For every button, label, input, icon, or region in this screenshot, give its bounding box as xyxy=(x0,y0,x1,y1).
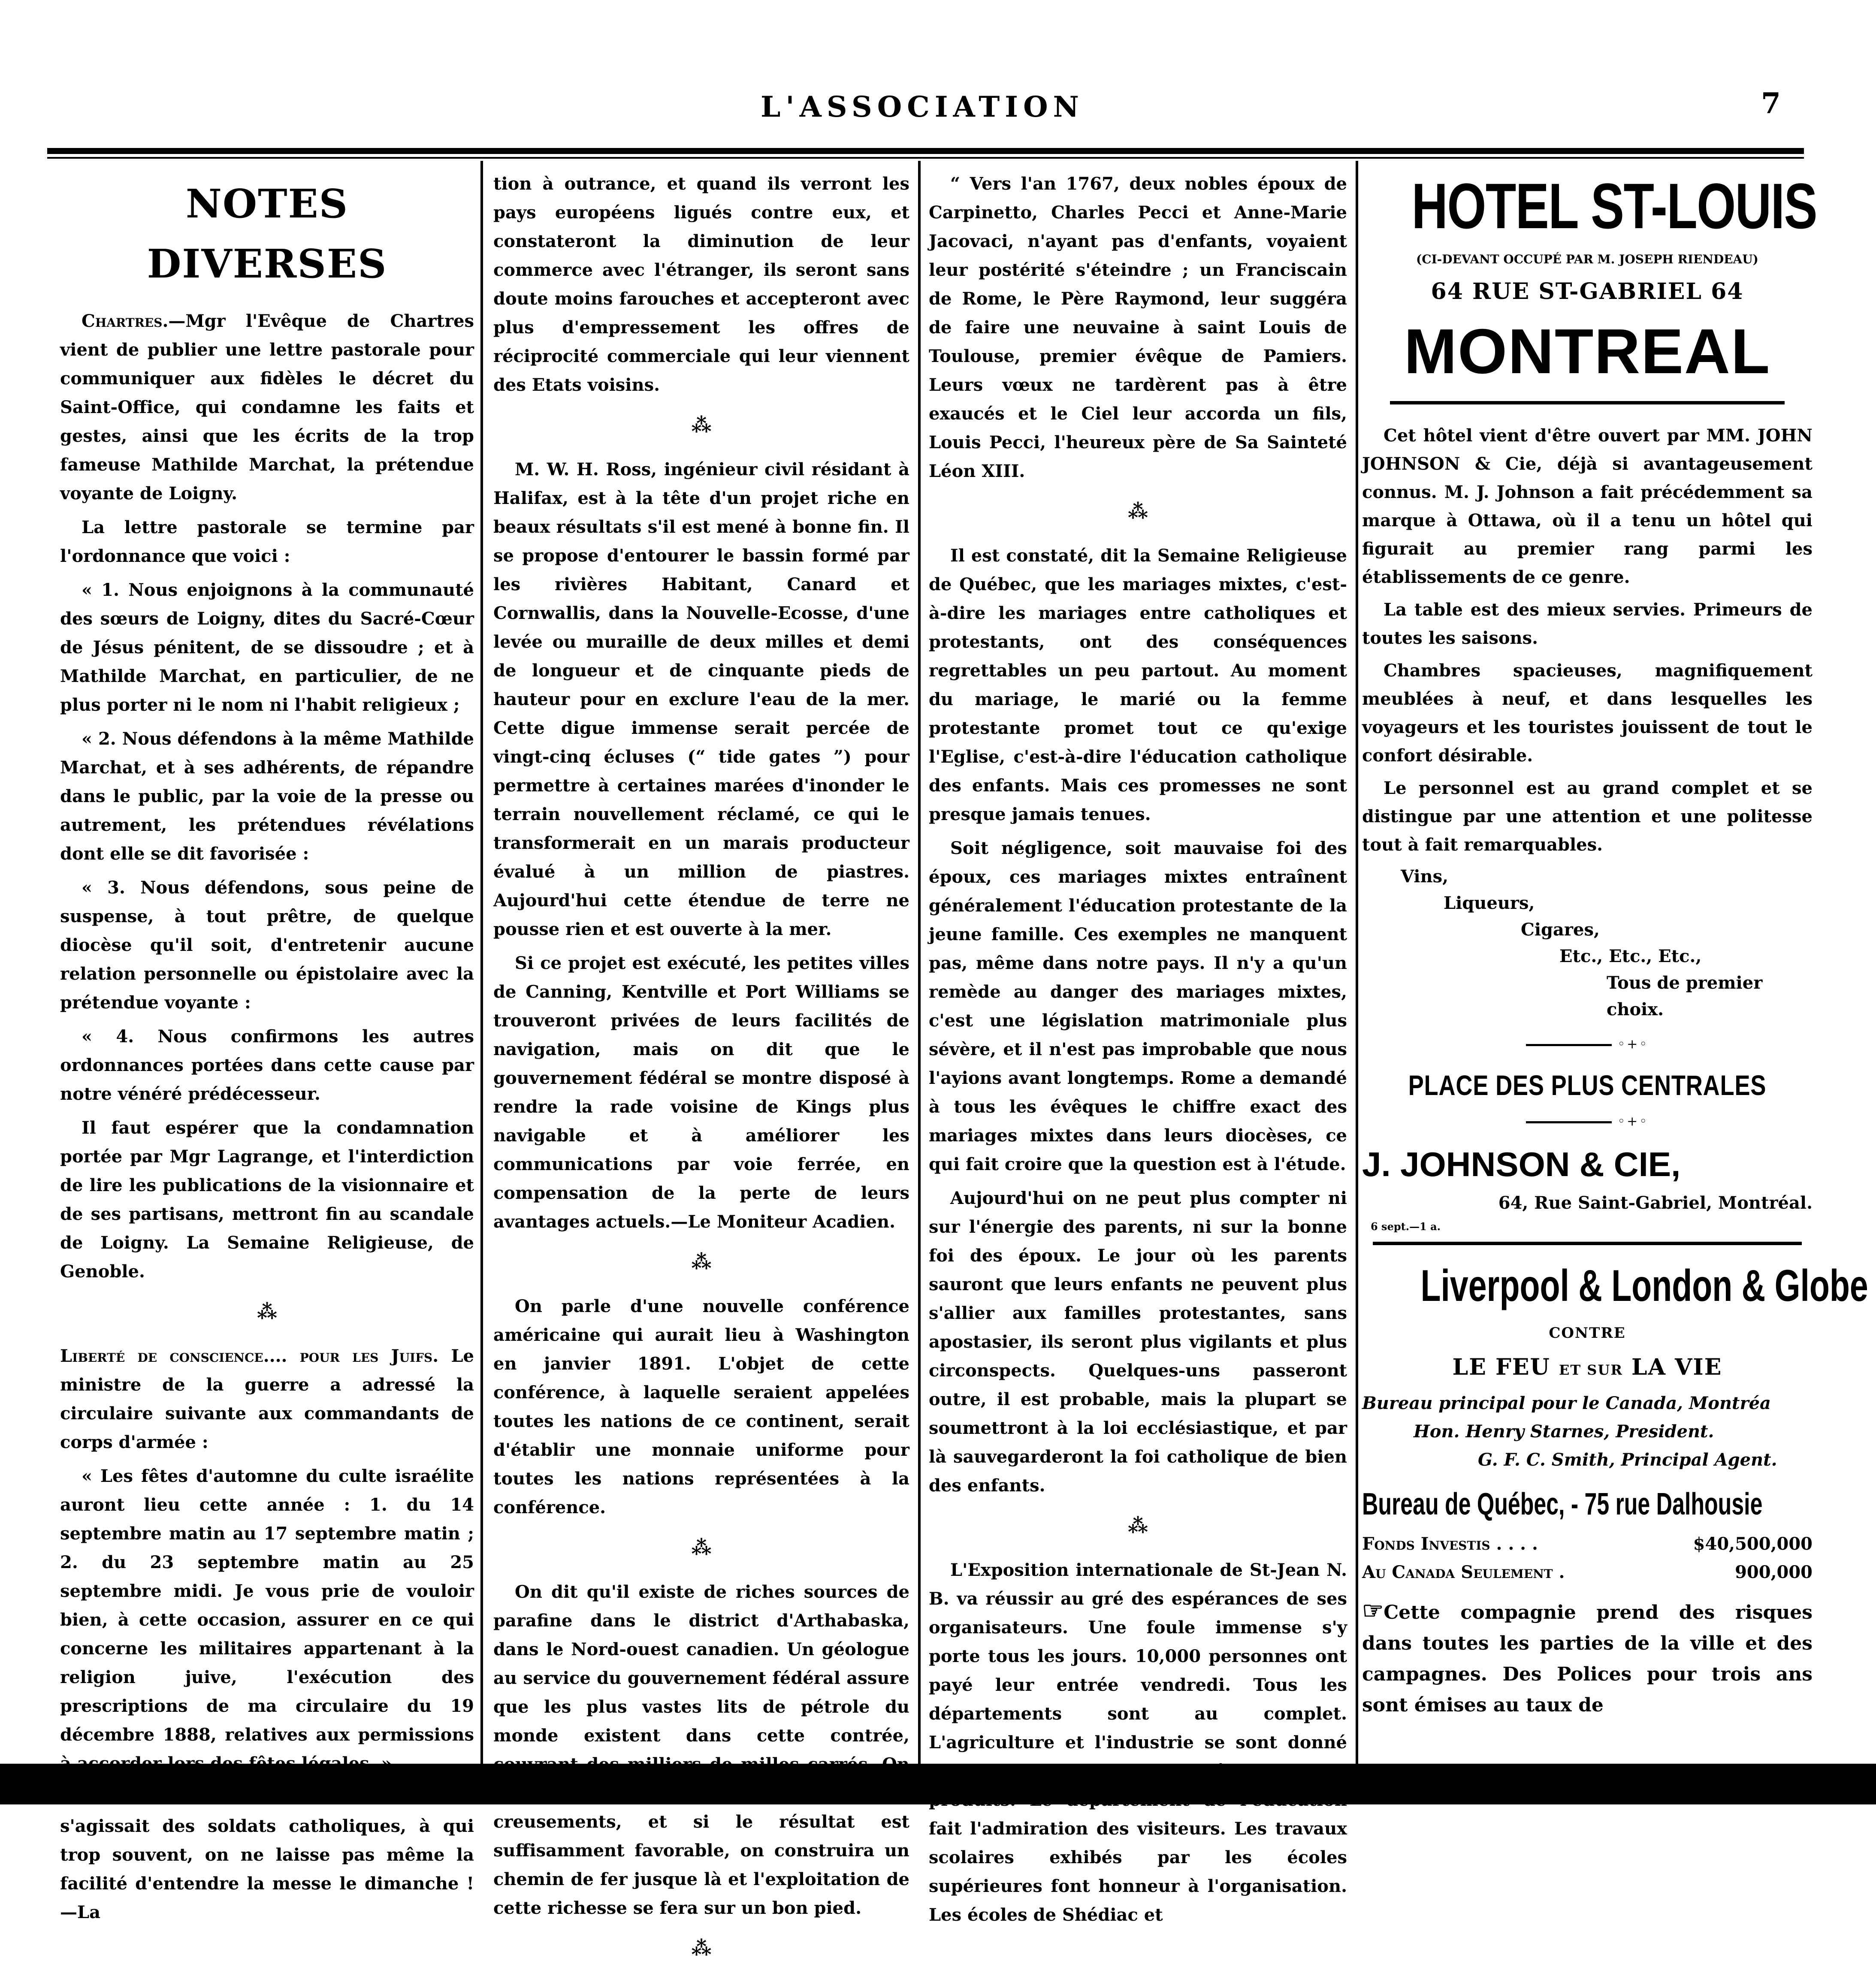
masthead xyxy=(0,69,1876,133)
article-text: —Mgr l'Evêque de Chartres vient de publier une lettre pastorale pour communiquer aux fidèles le décret du Saint-Office, qui condamne les faits et gestes, ainsi que les écrits de la trop fameuse Mathilde Marchat, la prétendue voyante de Loigny. xyxy=(60,311,474,504)
funds-label: Fonds Investis . . . . xyxy=(1362,1534,1538,1554)
article-paragraph: « Les fêtes d'automne du culte israélite auront lieu cette année : 1. du 14 septembre matin au 17 septembre matin ; 2. du 23 septembre matin au 25 septembre midi. Je vous prie de vouloir bien, à cette occasion, assurer en ce qui concerne les militaires appartenant à la religion juive, l'exécution des prescriptions de ma circulaire du 19 décembre 1888, relatives aux permissions xyxy=(60,1466,474,1745)
column-divider-2 xyxy=(918,161,921,1804)
page-number: 7 xyxy=(1761,87,1781,120)
offer-etc: Etc., Etc., Etc., xyxy=(1559,946,1702,966)
ad-rule xyxy=(1390,401,1785,404)
article-paragraph: Soit négligence, soit mauvaise foi des époux, ces mariages mixtes entraînent généralement l'éducation protestante de la jeune famille. Ces exemples ne manquent pas, même dans notre pays. Il n'y a qu'un remède au danger des mariages mixtes, c'est une législation matrimoniale plus sévère, et il n'est pas improbable que nous l'ayions avant longtemps. Rome a demandé à tous les évêques le chiffre exact des mariages mixtes dans leurs diocèses, ce qui fait croire que la question est à l'étude. xyxy=(929,838,1347,1174)
ad-paragraph: Cet hôtel vient d'être ouvert par MM. JOHN JOHNSON & Cie, déjà si avantageusement connus. M. J. Johnson a fait précédemment sa marque à Ottawa, où il a tenu un hôtel qui figurait au premier rang parmi les établissements de ce genre. xyxy=(1362,425,1813,587)
insurance-agent: G. F. C. Smith, Principal Agent. xyxy=(1478,1450,1777,1470)
insurance-bureau: Bureau principal pour le Canada, Montréa xyxy=(1362,1393,1771,1413)
column-3 xyxy=(929,169,1347,1925)
section-separator: ⁂ xyxy=(257,1300,278,1323)
insurance-contre: CONTRE xyxy=(1549,1324,1626,1342)
article-paragraph: On parle d'une nouvelle conférence américaine qui aurait lieu à Washington en janvier 1891. L'objet de cette conférence, à laquelle seraient appelées toutes les nations de ce continent, serait d'établir une monnaie uniforme pour toutes les nations représentées à la conférence. xyxy=(493,1296,909,1518)
section-separator: ⁂ xyxy=(691,1937,712,1960)
article-paragraph xyxy=(60,307,474,508)
insurance-coverage xyxy=(1362,1348,1813,1389)
section-separator: ⁂ xyxy=(691,1250,712,1273)
advertisement-column xyxy=(1362,165,1868,1767)
ornament-divider: ◦+◦ xyxy=(1362,1032,1813,1057)
ornament-divider: ◦+◦ xyxy=(1362,1109,1813,1134)
funds-invested-row xyxy=(1362,1530,1813,1558)
article-paragraph: Aujourd'hui on ne peut plus compter ni sur l'énergie des parents, ni sur la bonne foi des époux. Le jour où les parents sauront que leurs enfants ne peuvent plus s'allier aux familles protestantes, sans apostasier, ils seront plus vigilants et plus circonspects. Quelques-uns passeront outre, il est probable, mais la plupart se soumettront à la loi ecclésiastique, et par là sauvegarderont la foi catholique de bien des enfants. xyxy=(929,1188,1347,1496)
insurance-text: Cette compagnie prend des risques dans toutes les parties de la ville et des campagnes. Des Polices pour trois ans sont émises au taux de xyxy=(1362,1602,1813,1716)
article-lead: Liberté de conscience.... pour les Juifs. xyxy=(60,1346,439,1366)
insurance-paragraph xyxy=(1362,1595,1813,1721)
article-paragraph: « 3. Nous défendons, sous peine de suspense, à tout prêtre, de quelque diocèse qu'il soit, d'entretenir aucune relation personnelle ou épistolaire avec la prétendue voyante : xyxy=(60,878,474,1013)
header-rule-thick xyxy=(47,148,1804,154)
canada-label: Au Canada Seulement . xyxy=(1362,1562,1565,1582)
column-divider-3 xyxy=(1356,161,1358,1804)
quebec-office: Bureau de Québec, - 75 rue Dalhousie xyxy=(1362,1487,1763,1521)
article-paragraph: Il faut espérer que la condamnation portée par Mgr Lagrange, et l'interdiction de lire les publications de la visionnaire et de ses partisans, mettront fin au scandale de Loigny. La Semaine Religieuse, de Genoble. xyxy=(60,1118,474,1282)
article-paragraph: Si ce projet est exécuté, les petites villes de Canning, Kentville et Port Williams se trouveront privées de leurs facilités de navigation, mais on dit que le gouvernement fédéral se montre disposé à rendre la rade voisine de Kings plus navigable et à améliorer les communications par voie ferrée, en compensation de la perte de leurs avantages actuels.—Le Moniteur Acadien. xyxy=(493,953,909,1232)
offer-vins: Vins, xyxy=(1401,866,1449,887)
section-separator: ⁂ xyxy=(691,1536,712,1559)
article-paragraph: « 2. Nous défendons à la même Mathilde Marchat, et à ses adhérents, de répandre dans le public, par la voie de la presse ou autrement, les prétendues révélations dont elle se dit favorisée : xyxy=(60,729,474,864)
section-separator: ⁂ xyxy=(1127,500,1148,523)
article-paragraph: s'agissait des soldats catholiques, à qui trop souvent, on ne laisse pas même la facilité d'entendre la messe le dimanche ! —La xyxy=(60,1816,474,1922)
hotel-former-occupant: (CI-DEVANT OCCUPÉ PAR M. JOSEPH RIENDEAU) xyxy=(1416,252,1758,266)
offer-cigares: Cigares, xyxy=(1521,920,1600,940)
insurance-name: Liverpool & London & Globe xyxy=(1420,1261,1868,1311)
canada-funds-row xyxy=(1362,1558,1813,1587)
company-name: J. JOHNSON & CIE, xyxy=(1362,1145,1681,1183)
offer-choix: Tous de premier choix. xyxy=(1607,973,1763,1020)
newspaper-title: L'ASSOCIATION xyxy=(761,90,1084,124)
canada-amount: 900,000 xyxy=(1735,1562,1813,1582)
column-2 xyxy=(493,169,909,1960)
article-paragraph: « 4. Nous confirmons les autres ordonnances portées dans cette cause par notre vénéré prédécesseur. xyxy=(60,1026,474,1104)
header-rule-thin xyxy=(47,157,1804,159)
coverage-and: ET SUR xyxy=(1559,1362,1623,1378)
hotel-name: HOTEL ST-LOUIS xyxy=(1411,170,1817,242)
funds-amount: $40,500,000 xyxy=(1693,1534,1813,1554)
coverage-fire: LE FEU xyxy=(1452,1354,1550,1380)
section-separator: ⁂ xyxy=(691,413,712,437)
insurance-president: Hon. Henry Starnes, President. xyxy=(1414,1421,1714,1442)
column-divider-1 xyxy=(480,161,483,1804)
ad-rule xyxy=(1373,1242,1802,1245)
article-paragraph xyxy=(60,1342,474,1457)
section-heading: NOTES DIVERSES xyxy=(147,181,387,287)
article-paragraph: La lettre pastorale se termine par l'ordonnance que voici : xyxy=(60,517,474,566)
column-1 xyxy=(60,169,474,1922)
ad-paragraph: Chambres spacieuses, magnifiquement meublées à neuf, et dans lesquelles les voyageurs et les touristes jouissent de tout le confort désirable. xyxy=(1362,661,1813,766)
article-paragraph: Il est constaté, dit la Semaine Religieuse de Québec, que les mariages mixtes, c'est-à-dire les mariages entre catholiques et protestants, ont des conséquences regrettables un peu partout. Au moment du mariage, le marié ou la femme protestante promet tout ce qu'exige l'Eglise, c'est-à-dire l'éducation catholique des enfants. Mais ces promesses ne sont presque jamais tenues. xyxy=(929,546,1347,824)
ad-paragraph: Le personnel est au grand complet et se distingue par une attention et une politesse tout à fait remarquables. xyxy=(1362,778,1813,855)
article-paragraph: On dit qu'il existe de riches sources de parafine dans le district d'Arthabaska, dans le Nord-ouest canadien. Un géologue au service du gouvernement fédéral assure que les plus vastes lits de pétrole du monde existent dans cette contrée, creusements, et si le résultat est suffisamment favorable, on construira un chemin de fer jusque là et l'exploitation de cette richesse se fera sur un bon pied. xyxy=(493,1582,909,1918)
ad-paragraph: La table est des mieux servies. Primeurs de toutes les saisons. xyxy=(1362,600,1813,648)
hotel-address: 64 RUE ST-GABRIEL 64 xyxy=(1431,278,1744,305)
hotel-city: MONTREAL xyxy=(1404,316,1771,387)
section-separator: ⁂ xyxy=(1127,1514,1148,1537)
article-text: Le ministre de la guerre a adressé la circulaire suivante aux commandants de corps d'armée : xyxy=(60,1346,474,1452)
ad-date: 6 sept.—1 a. xyxy=(1371,1220,1441,1233)
place-centrales: PLACE DES PLUS CENTRALES xyxy=(1408,1069,1767,1101)
article-paragraph: L'Exposition internationale de St-Jean N. B. va réussir au gré des espérances de ses organisateurs. Une foule immense s'y porte tous les jours. 10,000 personnes ont payé leur entrée vendredi. Tous les départements sont au complet. L'agriculture et l'industrie se sont donné fait l'admiration des visiteurs. Les travaux scolaires exhibés par les écoles supérieures font honneur à l'organisation. Les écoles de Shédiac et xyxy=(929,1560,1347,1925)
article-paragraph: « 1. Nous enjoignons à la communauté des sœurs de Loigny, dites du Sacré-Cœur de Jésus pénitent, de se dissoudre ; et à Mathilde Marchat, en particulier, de ne plus porter ni le nom ni l'habit religieux ; xyxy=(60,580,474,715)
pointing-hand-icon: ☞ xyxy=(1362,1596,1384,1625)
article-paragraph: tion à outrance, et quand ils verront les pays européens ligués contre eux, et constateront la diminution de leur commerce avec l'étranger, ils seront sans doute moins farouches et accepteront avec plus d'empressement les offres de réciprocité commerciale qui leur viennent des Etats voisins. xyxy=(493,174,909,395)
bottom-scan-border xyxy=(0,1764,1876,1804)
article-paragraph: “ Vers l'an 1767, deux nobles époux de Carpinetto, Charles Pecci et Anne-Marie Jacovaci, n'ayant pas d'enfants, voyaient leur postérité s'éteindre ; un Franciscain de Rome, le Père Raymond, leur suggéra de faire une neuvaine à saint Louis de Toulouse, premier évêque de Pamiers. Leurs vœux ne tardèrent pas à être exaucés et le Ciel leur accorda un fils, Louis Pecci, l'heureux père de Sa Sainteté Léon XIII. xyxy=(929,174,1347,481)
article-paragraph: M. W. H. Ross, ingénieur civil résidant à Halifax, est à la tête d'un projet riche en beaux résultats s'il est mené à bonne fin. Il se propose d'entourer le bassin formé par les rivières Habitant, Canard et Cornwallis, dans la Nouvelle-Ecosse, d'une levée ou muraille de deux milles et demi de longueur et de cinquante pieds de hauteur pour en exclure l'eau de la mer. Cette digue immense serait percée de vingt-cinq écluses (“ tide gates ”) pour permettre à certaines marées d'inonder le terrain nouvellement réclamé, ce qui le transformerait en un marais producteur évalué à un million de piastres. Aujourd'hui cette étendue de terre ne pousse rien et est ouverte à la mer. xyxy=(493,459,909,939)
company-address: 64, Rue Saint-Gabriel, Montréal. xyxy=(1498,1193,1813,1213)
coverage-life: LA VIE xyxy=(1631,1354,1722,1380)
article-lead: Chartres. xyxy=(82,311,169,331)
offer-liqueurs: Liqueurs, xyxy=(1444,893,1535,913)
